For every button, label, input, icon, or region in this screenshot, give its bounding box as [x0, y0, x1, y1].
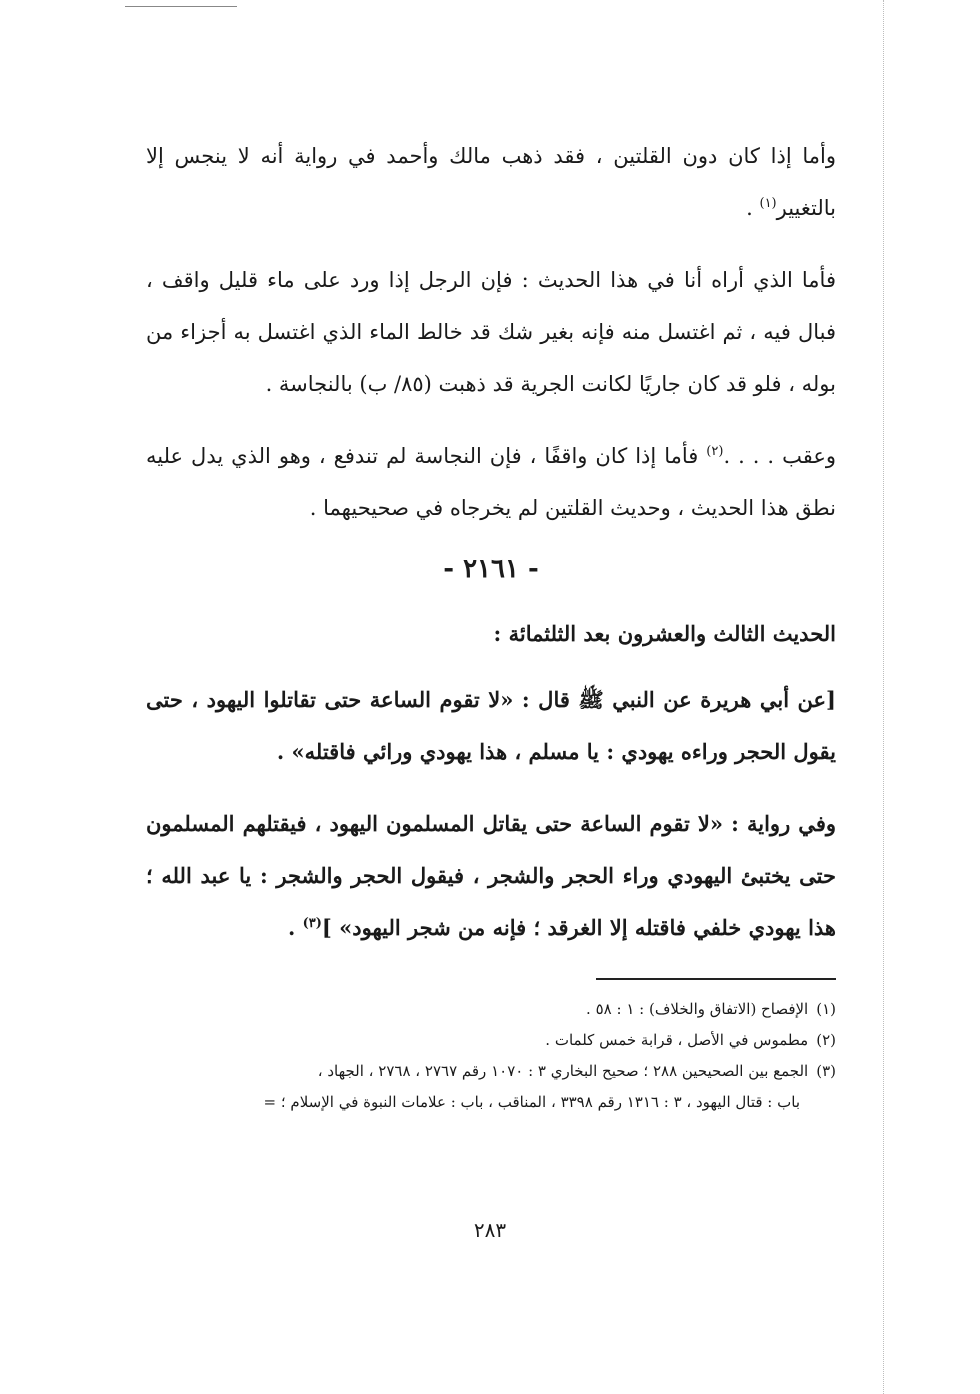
footnote-number: (١)	[816, 1000, 836, 1018]
footnote-ref-2[interactable]: (٢)	[706, 444, 724, 459]
footnote-separator	[596, 978, 836, 980]
paragraph-text: وعقب . . . .	[723, 444, 836, 468]
paragraph-text: فأما إذا كان واقفًا ، فإن النجاسة لم تندفع ، وهو الذي يدل عليه نطق هذا الحديث ، وحديث القلتين لم يخرجاه في صحيحيهما .	[146, 444, 836, 520]
paragraph-qullatayn	[146, 130, 836, 234]
scan-edge-dots	[883, 0, 884, 1394]
section-title: الحديث الثالث والعشرون بعد الثلثمائة :	[493, 621, 836, 646]
footnote-ref-3[interactable]: (٣)	[302, 916, 322, 931]
footnotes	[146, 994, 836, 1118]
footnote-2	[146, 1025, 836, 1056]
footnote-number: (٢)	[816, 1031, 836, 1049]
page-body	[146, 130, 836, 1118]
footnote-text: مطموس في الأصل ، قرابة خمس كلمات .	[545, 1031, 809, 1049]
paragraph-text: وفي رواية : «لا تقوم الساعة حتى يقاتل المسلمون اليهود ، فيقتلهم المسلمون حتى يختبئ اليهودي وراء الحجر والشجر ، فيقول الحجر والشجر : يا عبد الله ؛ هذا يهودي خلفي فاقتله إلا الغرقد ؛ فإنه من شجر اليهود» ]	[146, 811, 836, 940]
footnote-text: الإفصاح (الاتفاق والخلاف) : ١ : ٥٨ .	[586, 1000, 809, 1018]
paragraph-end: .	[287, 915, 303, 940]
hadith-number: - ٢١٦١ -	[443, 554, 539, 584]
footnote-1	[146, 994, 836, 1025]
footnote-text: الجمع بين الصحيحين ٢٨٨ ؛ صحيح البخاري ٣ : ١٠٧٠ رقم ٢٧٦٧ ، ٢٧٦٨ ، الجهاد ،	[317, 1062, 809, 1080]
hadith-variant	[146, 798, 836, 954]
paragraph-conclusion	[146, 430, 836, 534]
footnote-3	[146, 1056, 836, 1087]
paragraph-text: وأما إذا كان دون القلتين ، فقد ذهب مالك وأحمد في رواية أنه لا ينجس إلا بالتغيير	[146, 144, 837, 220]
paragraph-opinion: فأما الذي أراه أنا في هذا الحديث : فإن الرجل إذا ورد على ماء قليل واقف ، فبال فيه ، ثم اغتسل منه فإنه بغير شك قد خالط الماء الذي اغتسل به أجزاء من بوله ، فلو قد كان جاريًا لكانت الجرية قد ذهبت (٨٥/ ب) بالنجاسة .	[146, 268, 836, 396]
hadith-text: [عن أبي هريرة عن النبي ﷺ قال : «لا تقوم الساعة حتى تقاتلوا اليهود ، حتى يقول الحجر وراءه يهودي : يا مسلم ، هذا يهودي ورائي فاقتله» .	[146, 687, 836, 764]
footnote-ref-1[interactable]: (١)	[759, 196, 777, 211]
footnote-number: (٣)	[816, 1062, 836, 1080]
paragraph-end: .	[746, 196, 760, 220]
top-rule	[125, 6, 237, 7]
footnote-3-continuation: باب : قتال اليهود ، ٣ : ١٣١٦ رقم ٣٣٩٨ ، المناقب ، باب : علامات النبوة في الإسلام ؛ =	[263, 1093, 800, 1111]
page-number: ٢٨٣	[473, 1218, 507, 1242]
